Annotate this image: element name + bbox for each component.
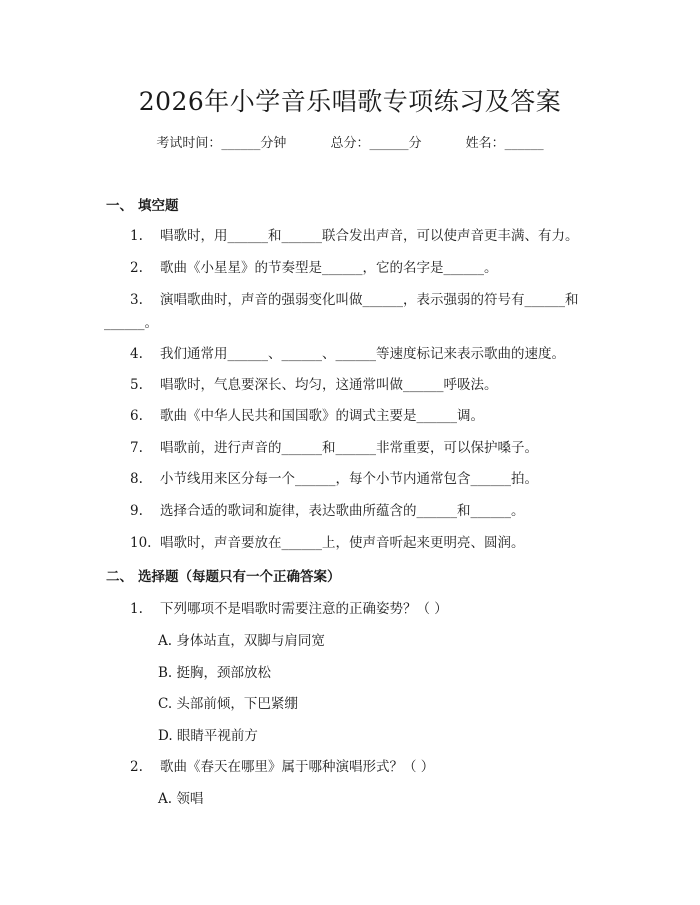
question-number: 5.: [130, 377, 143, 393]
choice-option: A. 身体站直，双脚与肩同宽: [158, 633, 325, 649]
question-text: 唱歌时，声音要放在______上，使声音听起来更明亮、圆润。: [160, 535, 525, 551]
question-text: 下列哪项不是唱歌时需要注意的正确姿势？（ ）: [160, 601, 448, 617]
exam-time: 考试时间：______分钟: [156, 136, 287, 151]
choice-question: [130, 755, 434, 775]
question-number: 8.: [130, 471, 143, 487]
section-number: 一、: [106, 198, 133, 214]
fill-question: [130, 531, 525, 551]
question-number: 2.: [130, 759, 143, 775]
page-title: 2026年小学音乐唱歌专项练习及答案: [138, 87, 562, 116]
question-number: 1.: [130, 601, 143, 617]
section-title: 选择题（每题只有一个正确答案）: [138, 569, 341, 585]
choice-option: C. 头部前倾，下巴紧绷: [158, 696, 298, 712]
section-title: 填空题: [138, 198, 179, 214]
choice-option: B. 挺胸，颈部放松: [158, 665, 272, 681]
question-text: 演唱歌曲时，声音的强弱变化叫做______，表示强弱的符号有______和: [160, 292, 579, 308]
question-number: 9.: [130, 503, 143, 519]
section-heading-choice: [106, 565, 341, 585]
question-number: 4.: [130, 346, 143, 362]
question-text: 歌曲《春天在哪里》属于哪种演唱形式？（ ）: [160, 759, 435, 775]
question-text: 歌曲《小星星》的节奏型是______，它的名字是______。: [160, 260, 498, 276]
question-text: 小节线用来区分每一个______，每个小节内通常包含______拍。: [160, 471, 538, 487]
fill-question: [130, 373, 498, 393]
fill-question: [130, 436, 538, 456]
choice-option: D. 眼睛平视前方: [158, 728, 258, 744]
fill-question-continuation: ______。: [104, 315, 158, 331]
fill-question: [130, 288, 579, 308]
total-score: 总分：______分: [330, 136, 422, 151]
question-number: 2.: [130, 260, 143, 276]
section-heading-fill-in: [106, 194, 179, 214]
question-number: 1.: [130, 228, 143, 244]
fill-question: [130, 467, 538, 487]
question-number: 10.: [130, 535, 152, 551]
fill-question: [130, 342, 565, 362]
question-number: 7.: [130, 440, 143, 456]
section-number: 二、: [106, 569, 133, 585]
choice-question: [130, 597, 448, 617]
question-text: 唱歌前，进行声音的______和______非常重要，可以保护嗓子。: [160, 440, 538, 456]
question-text: 唱歌时，气息要深长、均匀，这通常叫做______呼吸法。: [160, 377, 498, 393]
choice-option: A. 领唱: [158, 791, 204, 807]
fill-question: [130, 499, 525, 519]
question-text: 选择合适的歌词和旋律，表达歌曲所蕴含的______和______。: [160, 503, 525, 519]
exam-info: [0, 132, 700, 151]
question-text: 歌曲《中华人民共和国国歌》的调式主要是______调。: [160, 408, 484, 424]
question-number: 3.: [130, 292, 143, 308]
question-number: 6.: [130, 408, 143, 424]
fill-question: [130, 404, 484, 424]
fill-question: [130, 224, 579, 244]
question-text: 我们通常用______、______、______等速度标记来表示歌曲的速度。: [160, 346, 565, 362]
student-name: 姓名：______: [465, 136, 544, 151]
question-text: 唱歌时，用______和______联合发出声音，可以使声音更丰满、有力。: [160, 228, 579, 244]
fill-question: [130, 256, 498, 276]
